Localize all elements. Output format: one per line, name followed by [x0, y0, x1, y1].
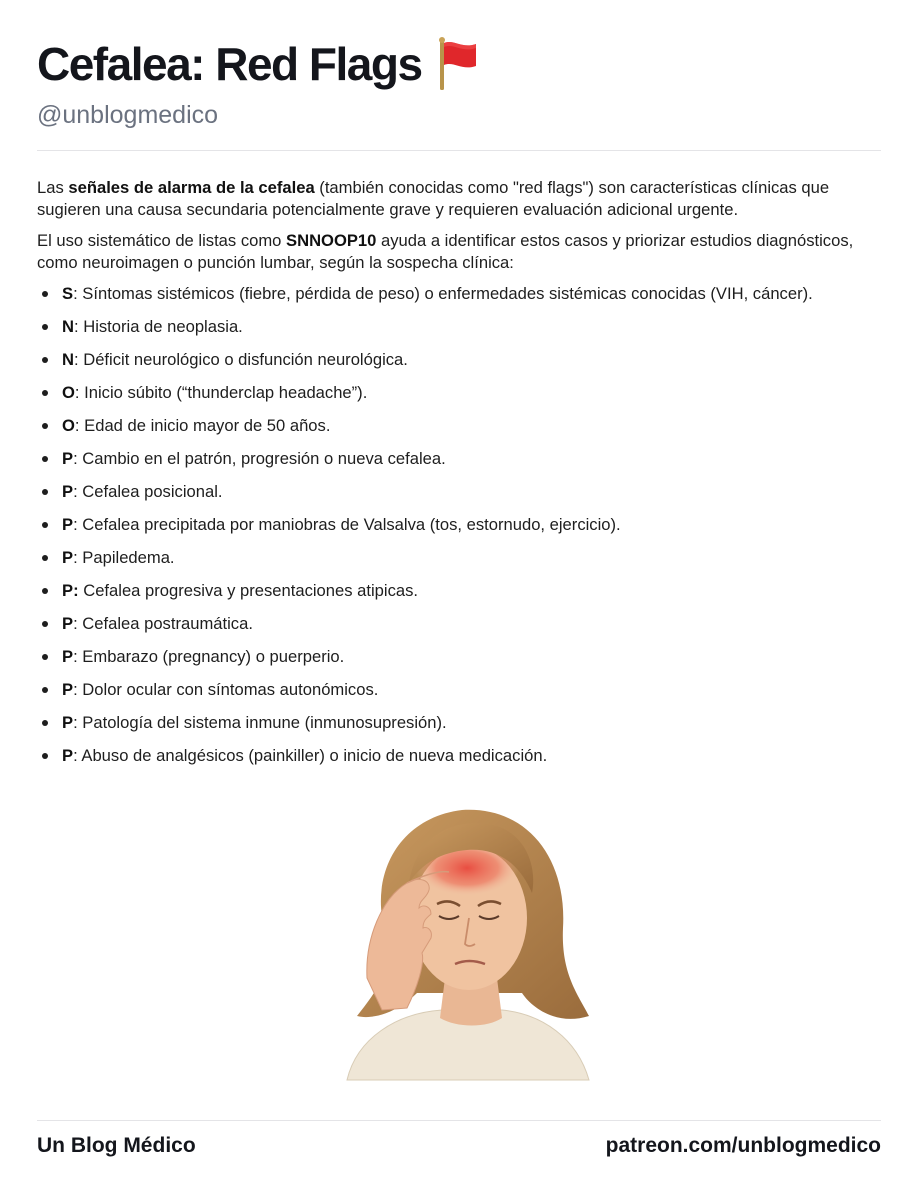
item-letter: P [62, 680, 74, 699]
item-letter: P: [62, 581, 79, 600]
list-item [37, 712, 881, 745]
author-handle: @unblogmedico [37, 101, 219, 129]
list-item [37, 646, 881, 679]
bullet-icon [42, 588, 48, 594]
bullet-icon [42, 621, 48, 627]
item-letter: P [62, 482, 74, 501]
page [37, 0, 881, 1200]
bullet-icon [42, 423, 48, 429]
list-item [37, 580, 881, 613]
list-item [37, 547, 881, 580]
title-row [37, 36, 480, 92]
intro-paragraph-2 [37, 230, 881, 273]
item-text: : Inicio súbito (“thunderclap headache”). [74, 383, 368, 402]
list-item [37, 514, 881, 547]
item-letter: P [62, 647, 74, 666]
bullet-icon [42, 555, 48, 561]
bullet-icon [42, 753, 48, 759]
bullet-icon [42, 489, 48, 495]
intro-text: Las [37, 178, 69, 197]
intro-text: (también conocidas como "red flags") son características clínicas que sugieren una causa secundaria potencialmente grave y requieren evaluación adicional urgente. [37, 178, 830, 219]
footer-patreon-link[interactable]: patreon.com/unblogmedico [605, 1134, 881, 1157]
footer-brand: Un Blog Médico [37, 1134, 196, 1157]
red-flags-list [37, 283, 881, 778]
item-letter: N [62, 317, 74, 336]
item-text: : Dolor ocular con síntomas autonómicos. [73, 680, 379, 699]
bullet-icon [42, 324, 48, 330]
bullet-icon [42, 654, 48, 660]
intro-bold-term: señales de alarma de la cefalea [68, 178, 315, 197]
list-item [37, 745, 881, 778]
item-text: : Embarazo (pregnancy) o puerperio. [73, 647, 345, 666]
item-text: : Cefalea precipitada por maniobras de Valsalva (tos, estornudo, ejercicio). [73, 515, 621, 534]
list-item [37, 613, 881, 646]
item-letter: P [62, 548, 74, 567]
list-item [37, 481, 881, 514]
item-letter: P [62, 449, 74, 468]
item-letter: P [62, 515, 74, 534]
divider-bottom [37, 1120, 881, 1121]
item-letter: N [62, 350, 74, 369]
item-letter: O [62, 416, 75, 435]
item-letter: S [62, 284, 74, 303]
page-title: Cefalea: Red Flags [37, 38, 422, 90]
intro-text: El uso sistemático de listas como [37, 231, 287, 250]
list-item [37, 382, 881, 415]
item-letter: O [62, 383, 75, 402]
article-body [37, 177, 881, 778]
item-text: : Cefalea posicional. [73, 482, 223, 501]
intro-text: ayuda a identificar estos casos y priorizar estudios diagnósticos, como neuroimagen o punción lumbar, según la sospecha clínica: [37, 231, 854, 272]
item-letter: P [62, 746, 74, 765]
list-item [37, 415, 881, 448]
bullet-icon [42, 522, 48, 528]
divider-top [37, 150, 881, 151]
item-text: : Síntomas sistémicos (fiebre, pérdida de peso) o enfermedades sistémicas conocidas (VIH, cáncer). [73, 284, 813, 303]
list-item [37, 283, 881, 316]
item-text: : Cambio en el patrón, progresión o nueva cefalea. [73, 449, 446, 468]
bullet-icon [42, 720, 48, 726]
bullet-icon [42, 390, 48, 396]
bullet-icon [42, 357, 48, 363]
item-letter: P [62, 614, 74, 633]
item-text: : Abuso de analgésicos (painkiller) o inicio de nueva medicación. [73, 746, 548, 765]
list-item [37, 316, 881, 349]
bullet-icon [42, 291, 48, 297]
item-text: : Edad de inicio mayor de 50 años. [74, 416, 331, 435]
item-text: : Papiledema. [73, 548, 175, 567]
list-item [37, 349, 881, 382]
item-letter: P [62, 713, 74, 732]
red-flag-icon [436, 36, 480, 92]
item-text: : Cefalea postraumática. [73, 614, 253, 633]
footer [37, 1134, 881, 1158]
item-text: : Historia de neoplasia. [73, 317, 243, 336]
woman-headache-illustration [327, 788, 597, 1088]
item-text: : Patología del sistema inmune (inmunosupresión). [73, 713, 447, 732]
list-item [37, 448, 881, 481]
bullet-icon [42, 687, 48, 693]
intro-paragraph-1 [37, 177, 881, 220]
snnoop10-term: SNNOOP10 [286, 231, 377, 250]
bullet-icon [42, 456, 48, 462]
item-text: Cefalea progresiva y presentaciones atipicas. [78, 581, 419, 600]
item-text: : Déficit neurológico o disfunción neurológica. [73, 350, 408, 369]
list-item [37, 679, 881, 712]
